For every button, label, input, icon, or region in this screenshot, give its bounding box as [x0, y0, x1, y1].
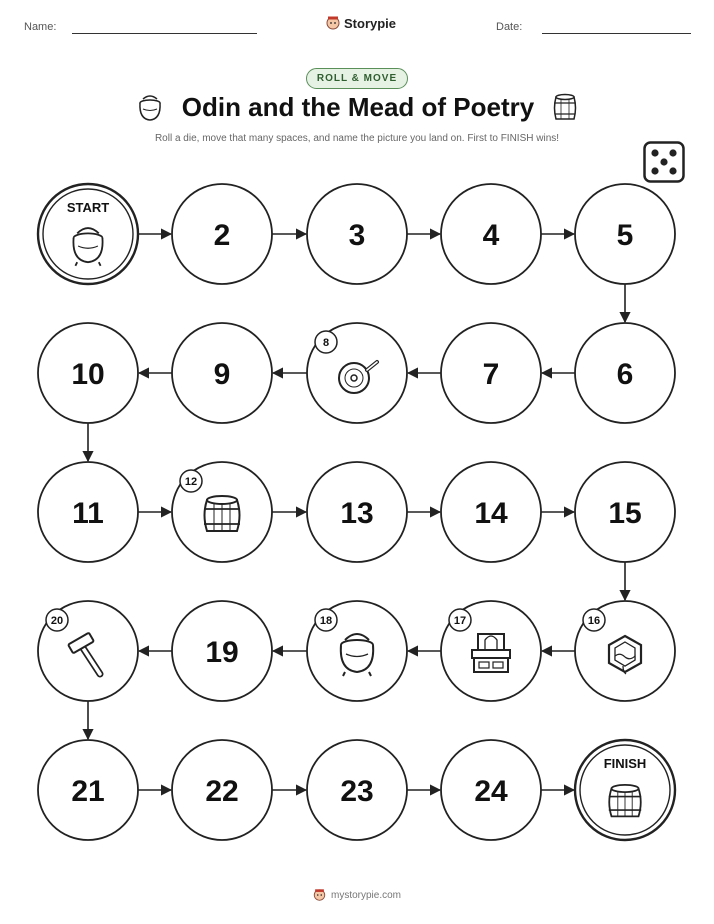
die-pip [669, 149, 676, 156]
space-number: 24 [474, 775, 508, 808]
space-number: 5 [616, 219, 634, 252]
barrel-icon [609, 785, 641, 817]
die-pip [660, 158, 667, 165]
space-number: 3 [348, 219, 366, 252]
cauldron-icon [136, 93, 164, 123]
barrel-icon [204, 496, 240, 531]
brand-name: Storypie [344, 15, 397, 31]
space-number: 15 [608, 497, 642, 530]
space-number: 13 [340, 497, 374, 530]
space-number: 11 [72, 497, 104, 530]
mascot-icon [313, 888, 326, 902]
board-space-5[interactable] [575, 184, 675, 284]
board-space-24[interactable] [441, 740, 541, 840]
space-number: 19 [205, 636, 239, 669]
board-space-1[interactable] [38, 184, 138, 284]
start-label: START [66, 200, 110, 215]
die-pip [651, 149, 658, 156]
board-space-14[interactable] [441, 462, 541, 562]
space-number: 6 [616, 358, 634, 391]
board-space-6[interactable] [575, 323, 675, 423]
footer-brand [313, 888, 401, 902]
instructions-text: Roll a die, move that many spaces, and name the picture you land on. First to FINISH wins! [154, 133, 560, 144]
board-space-8[interactable] [307, 323, 407, 423]
space-number: 9 [213, 358, 231, 391]
board-space-2[interactable] [172, 184, 272, 284]
space-number: 21 [71, 775, 105, 808]
space-number: 22 [205, 775, 239, 808]
barrel-icon [552, 93, 578, 123]
name-label: Name: [24, 21, 57, 33]
board-space-10[interactable] [38, 323, 138, 423]
name-line[interactable] [72, 33, 257, 34]
board-space-15[interactable] [575, 462, 675, 562]
game-board [0, 170, 714, 870]
space-number: 20 [50, 615, 64, 627]
board-space-25[interactable] [575, 740, 675, 840]
board-space-3[interactable] [307, 184, 407, 284]
space-number: 18 [319, 615, 333, 627]
space-number: 2 [213, 219, 231, 252]
space-number: 4 [482, 219, 500, 252]
space-number: 8 [322, 337, 330, 349]
board-space-23[interactable] [307, 740, 407, 840]
space-number: 12 [184, 476, 198, 488]
activity-badge: ROLL & MOVE [306, 68, 408, 89]
space-number: 7 [482, 358, 500, 391]
board-space-17[interactable] [441, 601, 541, 701]
footer-url[interactable]: mystorypie.com [330, 889, 401, 901]
board-space-18[interactable] [307, 601, 407, 701]
date-line[interactable] [542, 33, 691, 34]
board-space-22[interactable] [172, 740, 272, 840]
board-space-12[interactable] [172, 462, 272, 562]
mascot-icon [326, 15, 340, 31]
board-space-11[interactable] [38, 462, 138, 562]
board-space-19[interactable] [172, 601, 272, 701]
board-space-21[interactable] [38, 740, 138, 840]
space-number: 16 [587, 615, 601, 627]
date-label: Date: [496, 21, 523, 33]
board-space-9[interactable] [172, 323, 272, 423]
board-space-20[interactable] [38, 601, 138, 701]
space-number: 17 [453, 615, 467, 627]
brand-logo [326, 15, 396, 31]
space-number: 14 [474, 497, 508, 530]
space-number: 23 [340, 775, 374, 808]
board-space-16[interactable] [575, 601, 675, 701]
board-space-13[interactable] [307, 462, 407, 562]
space-number: 10 [71, 358, 105, 391]
throne-icon [472, 634, 510, 672]
board-space-7[interactable] [441, 323, 541, 423]
page-title: Odin and the Mead of Poetry [181, 92, 535, 122]
finish-label: FINISH [603, 756, 647, 771]
board-space-4[interactable] [441, 184, 541, 284]
